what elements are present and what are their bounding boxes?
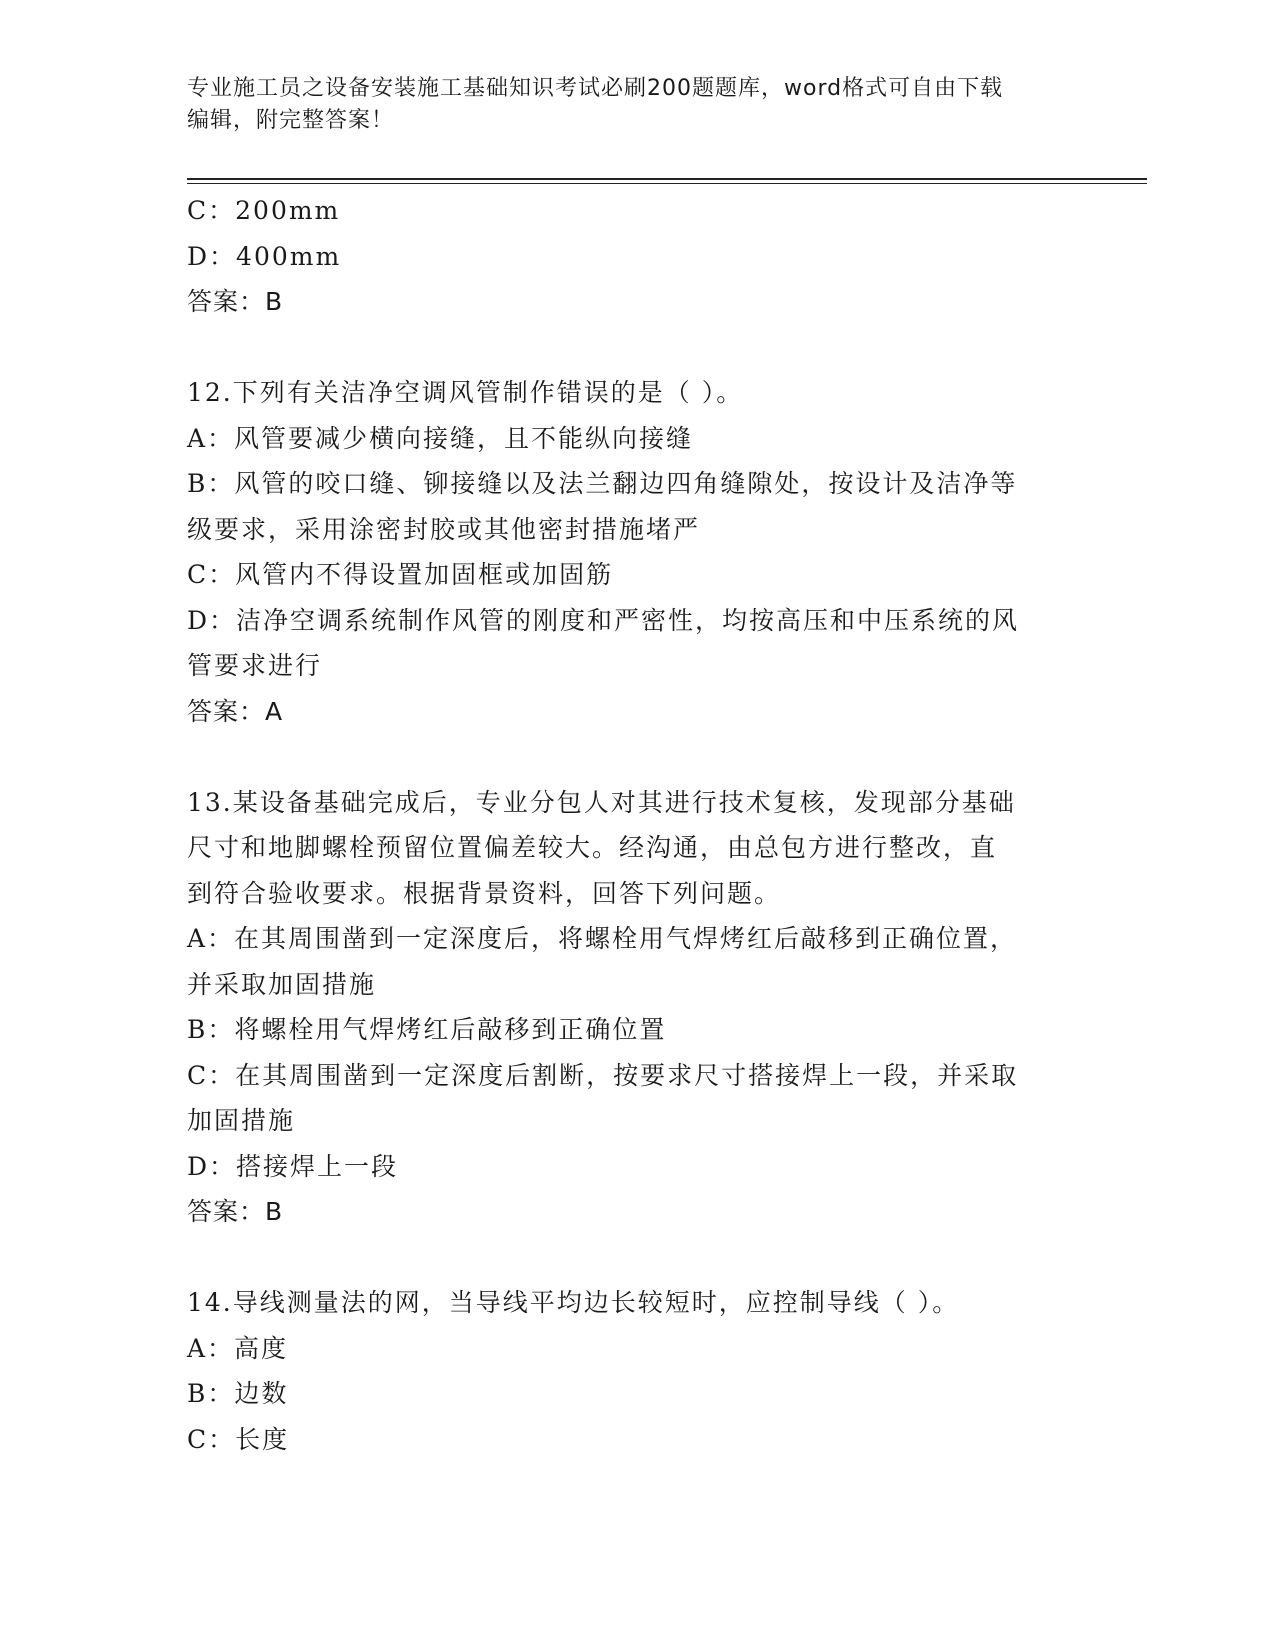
question-stem: 14.导线测量法的网，当导线平均边长较短时，应控制导线（ ）。 (187, 1288, 960, 1317)
question-14-block (187, 1280, 1067, 1462)
option-a: A：风管要减少横向接缝，且不能纵向接缝 (187, 423, 694, 453)
option-c-line-1: C：在其周围凿到一定深度后割断，按要求尺寸搭接焊上一段，并采取 (187, 1060, 1019, 1090)
option-a-line-2: 并采取加固措施 (187, 969, 377, 999)
option-c-line-2: 加固措施 (187, 1106, 296, 1135)
option-b-line-1: B：风管的咬口缝、铆接缝以及法兰翻边四角缝隙处，按设计及洁净等 (187, 469, 1018, 498)
answer-line: 答案：B (187, 287, 284, 316)
option-d-line-2: 管要求进行 (187, 651, 323, 680)
question-stem: 12.下列有关洁净空调风管制作错误的是（ ）。 (187, 378, 744, 407)
option-a-line-1: A：在其周围凿到一定深度后，将螺栓用气焊烤红后敲移到正确位置， (187, 924, 1018, 953)
question-12-block (187, 370, 1067, 734)
header-title-line-2: 编辑，附完整答案！ (187, 108, 395, 133)
question-13-block (187, 780, 1067, 1235)
answer-line: 答案：A (187, 696, 284, 726)
question-stem-line-1: 13.某设备基础完成后，专业分包人对其进行技术复核，发现部分基础 (187, 787, 1016, 817)
option-d: D：400mm (187, 241, 342, 271)
option-c: C：风管内不得设置加固框或加固筋 (187, 560, 614, 589)
spacer (187, 734, 1067, 780)
option-b: B：边数 (187, 1379, 289, 1408)
answer-line: 答案：B (187, 1197, 284, 1226)
option-c: C：长度 (187, 1424, 290, 1454)
header-divider-thin (187, 183, 1147, 184)
document-header-title (187, 73, 1067, 137)
option-a: A：高度 (187, 1333, 289, 1363)
header-title-line-1: 专业施工员之设备安装施工基础知识考试必刷200题题库，word格式可自由下载 (187, 76, 1004, 101)
option-b-line-2: 级要求，采用涂密封胶或其他密封措施堵严 (187, 514, 701, 544)
question-content (187, 188, 1067, 1462)
spacer (187, 325, 1067, 371)
spacer (187, 1235, 1067, 1281)
option-b: B：将螺栓用气焊烤红后敲移到正确位置 (187, 1015, 667, 1044)
header-divider-thick (187, 178, 1147, 180)
option-d: D：搭接焊上一段 (187, 1151, 399, 1181)
question-stem-line-3: 到符合验收要求。根据背景资料，回答下列问题。 (187, 878, 782, 908)
option-c: C：200mm (187, 196, 341, 225)
option-d-line-1: D：洁净空调系统制作风管的刚度和严密性，均按高压和中压系统的风 (187, 605, 1020, 635)
question-stem-line-2: 尺寸和地脚螺栓预留位置偏差较大。经沟通，由总包方进行整改，直 (187, 833, 998, 862)
previous-question-block (187, 188, 1067, 325)
